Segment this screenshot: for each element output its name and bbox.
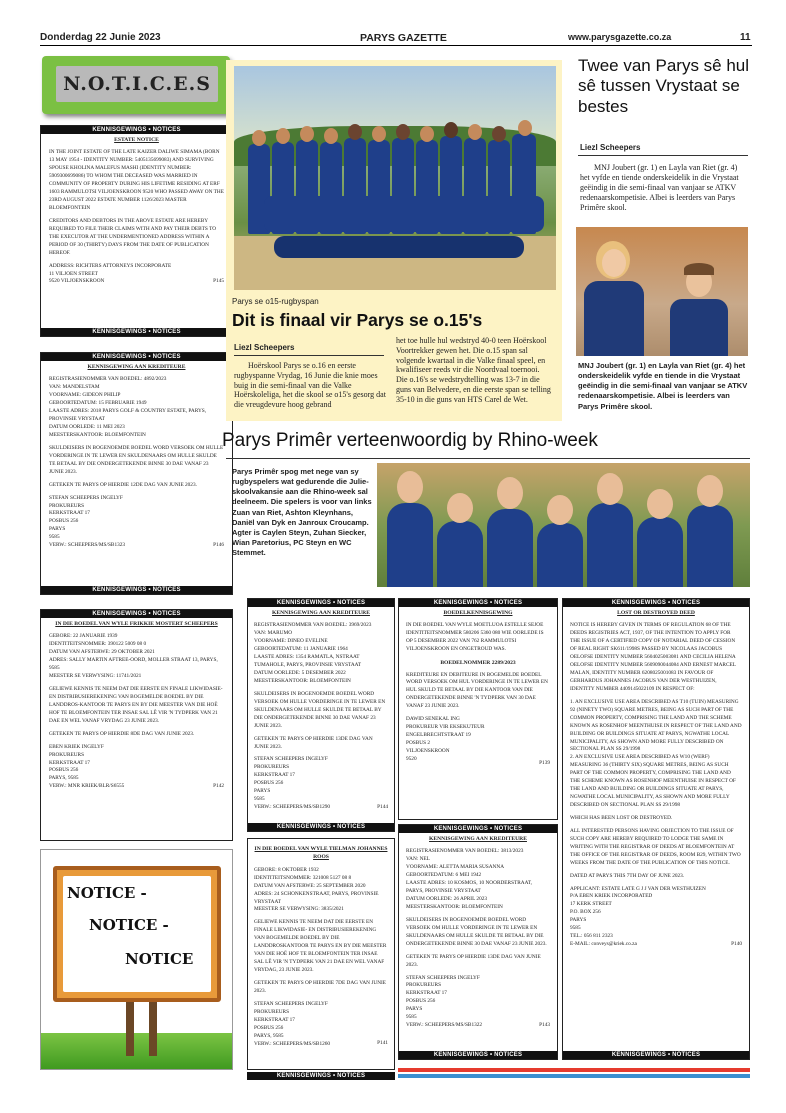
sign-line-2: NOTICE - <box>89 916 169 934</box>
creditors-notice-mandelstam <box>40 352 233 595</box>
notices-bar: KENNISGEWINGS • NOTICES <box>399 825 557 833</box>
notices-bar: KENNISGEWINGS • NOTICES <box>248 823 394 831</box>
rugby-story <box>226 60 562 421</box>
notice-address: EBEN KRIEK INGELYF PROKUREURS KERKSTRAAT 17 POSBUS 256 PARYS, 9585 VERW.: MNR KRIEK/BLR/S6555 <box>49 743 125 790</box>
notice-title: KENNISGEWING AAN KREDITEURE <box>429 836 527 842</box>
notice-paragraph: REGISTRASIENOMMER VAN BOEDEL: 3969/2023 VAN: MARUMO VOORNAME: DINEO EVELINE GEBOORTEDATUM: 11 JANUARIE 1964 LAASTE ADRES: 1354 RAMATLA, NSTRAAT TUMAHOLE, PARYS, PROVINSIE VRYSTAAT DATUM OORLEDE: 5 DESEMBER 2022 MEESTERSKANTOOR: BLOEMFONTEIN <box>254 622 372 684</box>
page-header <box>40 30 752 46</box>
notice-ref: P143 <box>539 1022 550 1029</box>
notice-paragraph: GETEKEN TE PARYS OP HIERDIE 8DE DAG VAN JUNIE 2023. <box>49 730 195 737</box>
notice-paragraph: IN DIE BOEDEL VAN WYLE MOETLUOA ESTELLE SEJOE IDENTITEITSNOMMER 580206 5360 080 WIE OORLEDE IS OP 5 DESEMBER 2022 VAN 762 RAMMULOTSI VILJOENSKROON EN ONGETROUD WAS. <box>406 622 544 653</box>
notices-bar: KENNISGEWINGS • NOTICES <box>248 599 394 607</box>
notices-bar: KENNISGEWINGS • NOTICES <box>41 126 232 134</box>
notices-logo-text: N.O.T.I.C.E.S <box>63 73 211 95</box>
notice-ref: P146 <box>213 542 224 549</box>
lost-deed-notice <box>562 598 750 1060</box>
rhino-caption: Parys Primêr spog met nege van sy rugbyspelers wat gedurende die Julie-skoolvakansie aan die Rhino-week sal deelneem. Die spelers is voor van links Zuan van Riet, Ashton Kleynhans, Daniël van Dyk en Janroux Croucamp. Agter is Caylen Steyn, Zuhan Siecker, Wian Paretorius, PC Steyn en WC Stemmet. <box>232 467 372 557</box>
notices-bar: KENNISGEWINGS • NOTICES <box>41 353 232 361</box>
notice-paragraph: NOTICE IS HEREBY GIVEN IN TERMS OF REGULATION 68 OF THE DEEDS REGISTRIES ACT, 1937, OF THE INTENTION TO APPLY FOR THE ISSUE OF A CERTIFIED COPY OF NOTARIAL DEED OF CESSION OF REAL RIGHT SK611/1998S PASSED BY NICOLAAS JACOBUS OELOFSE IDENTITY NUMBER 5604025003081 AND CECILIA HELENA OELOFSE IDENTITY NUMBER 5609090044084 AND ERNEST MARCEL MALAN, IDENTITY NUMBER 6208025001083 IN FAVOUR OF GERHARDUS JOHANNES JACOBUS VAN DER WESTHUIZEN, IDENTITY NUMBER 4409145022109 IN RESPECT OF: <box>570 622 736 692</box>
notice-paragraph: KREDITEURE EN DEBITEURE IN BOGEMELDE BOEDEL WORD VERSOEK OM HUL VORDERINGE IN TE LEWER EN HUL SKULD TE BETAAL BY DIE KANTOOR VAN DIE ONDERGETEKENDE BINNE 'N TYDPERK VAN 30 DAE VANAF 23 JUNIE 2023. <box>406 671 548 710</box>
notice-address: STEFAN SCHEEPERS INGELYF PROKUREURS KERKSTRAAT 17 POSBUS 256 PARYS, 9585 VERW.: SCHEEPERS/MS/SB1260 <box>254 1000 331 1047</box>
estate-notice-sejoe <box>398 598 558 820</box>
notice-paragraph: GETEKEN TE PARYS OP HIERDIE 13DE DAG VAN JUNIE 2023. <box>406 953 541 968</box>
notices-bar: KENNISGEWINGS • NOTICES <box>399 599 557 607</box>
paper-name: PARYS GAZETTE <box>360 32 447 44</box>
notice-address: STEFAN SCHEEPERS INGELYF PROKUREURS KERKSTRAAT 17 POSBUS 256 PARYS 9585 VERW.: SCHEEPERS/MS/SB1290 <box>254 756 331 811</box>
notice-title: BOEDELKENNISGEWING <box>443 610 513 616</box>
notice-title: KENNISGEWING AAN KREDITEURE <box>87 364 186 370</box>
notices-bar: KENNISGEWINGS • NOTICES <box>563 1051 749 1059</box>
rhino-headline: Parys Primêr verteenwoordig by Rhino-week <box>222 430 598 451</box>
rugby-headline: Dit is finaal vir Parys se o.15's <box>232 310 483 330</box>
website-url[interactable]: www.parysgazette.co.za <box>568 32 672 42</box>
notice-title: KENNISGEWING AAN KREDITEURE <box>272 610 370 616</box>
notice-paragraph: GETEKEN TE PARYS OP HIERDIE 12DE DAG VAN JUNIE 2023. <box>49 481 197 488</box>
estate-notice-roos <box>247 838 395 1070</box>
notice-paragraph: WHICH HAS BEEN LOST OR DESTROYED. <box>570 814 673 821</box>
sign-line-3: NOTICE <box>125 950 194 968</box>
header-rule <box>40 45 752 46</box>
estate-notice <box>40 125 233 337</box>
notices-bar: KENNISGEWINGS • NOTICES <box>41 328 232 336</box>
notice-paragraph: IN THE JOINT ESTATE OF THE LATE KAIZER DALIWE SIMAMA (BORN 13 MAY 1954 - IDENTITY NUMBER: 5405135699083) AND SURVIVING SPOUSE KHOLINA MALEFUS MASHI (IDENTITY NUMBER: 5909300699086) TO WHOM THE DECEASED WAS MARRIED IN COMMUNITY OF PROPERTY DURING HIS LIFETIME RESIDING AT ERF 1603 RAMMULOTSI VILJOENSKROON 9520 WHO PASSED AWAY ON THE 23RD AUGUST 2022 ESTATE NUMBER 1126/2023 MASTER BLOEMFONTEIN <box>49 149 224 211</box>
notice-sign <box>40 849 233 1070</box>
notices-logo <box>42 56 230 114</box>
twee-headline: Twee van Parys sê hul sê tussen Vrystaat se bestes <box>578 56 750 116</box>
estate-notice-scheepers <box>40 609 233 841</box>
notices-bar: KENNISGEWINGS • NOTICES <box>247 1072 395 1080</box>
notice-paragraph: REGISTRASIENOMMER VAN BOEDEL: 3813/2023 VAN: NEL VOORNAME: ALETTA MARIA SUSANNA GEBOORTEDATUM: 6 MEI 1942 LAASTE ADRES: 10 KOSMOS, 10 NOORDERSTRAAT, PARYS, PROVINSIE VRYSTAAT DATUM OORLEDE: 26 APRIL 2023 MEESTERSKANTOOR: BLOEMFONTEIN <box>406 848 533 910</box>
notice-address: STEFAN SCHEEPERS INGELYF PROKUREURS KERKSTRAAT 17 POSBUS 256 PARYS 9585 VERW.: SCHEEPERS/MS/SB1323 <box>49 494 126 549</box>
notice-ref: P139 <box>539 759 550 766</box>
estate-number: BOEDELNOMMER 2289/2023 <box>440 660 516 667</box>
notices-bar: KENNISGEWINGS • NOTICES <box>563 599 749 607</box>
notice-paragraph: SKULDEISERS IN BOGENOEMDE BOEDEL WORD VERSOEK OM HULLE VORDERINGE IN TE LEWER EN SKULDENAARS OM HULLE SKULDE TE BETAAL BY DIE ONDERGETEKENDE BINNE 30 DAE VANAF 23 JUNIE 2023. <box>406 916 547 947</box>
notice-paragraph: GELIEWE KENNIS TE NEEM DAT DIE EERSTE EN FINALE LIKWIDASIE- EN DISTRIBUSIEREKENING VAN BOGEMELDE BOEDEL BY DIE LANDDROS-KANTOOR TE PARYS EN BY DIE MEESTER VAN DIE HOË HOF TE BLOEMFONTEIN TER INSAE SAL LÊ VIR 'N TYDPERK VAN 21 DAE EN WEL VANAF VRYDAG 23 JUNIE 2023. <box>49 686 223 724</box>
notice-title: ESTATE NOTICE <box>114 137 159 143</box>
twee-caption: MNJ Joubert (gr. 1) en Layla van Riet (gr. 4) het onderskeidelik vyfde en tiende in die Vrystaat geëindig in die semi-finaal van vanjaar se ATKV redenaarskompetisie. Albei is leerders van Parys Primêre skool. <box>578 361 748 411</box>
notice-address: ADDRESS: RICHTERS ATTORNEYS INCORPORATE 11 VILJOEN STREET 9520 VILJOENSKROON <box>49 262 172 285</box>
notices-bar: KENNISGEWINGS • NOTICES <box>41 610 232 618</box>
notice-paragraph: 1. AN EXCLUSIVE USE AREA DESCRIBED AS T10 (TUIN) MEASURING 92 (NINETY TWO) SQUARE METRES, BEING AS SUCH PART OF THE COMMON PROPERTY, COMPRISING THE LAND AND THE SCHEME KNOWN AS ROSENHOF MEENTHUISE IN RESPECT OF THE LAND AND BUILDING OR BUILDINGS SITUATE AT PARYS, NGWATHE LOCAL MUNICIPALITY, AS SHOWN AND MORE FULLY DESCRIBED ON SECTIONAL PLAN SS 29/1998 2. AN EXCLUSIVE USE AREA DESCRIBED AS W10 (WERF) MEASURING 36 (THIRTY SIX) SQUARE METRES, BEING AS SUCH PART OF THE COMMON PROPERTY, COMPRISING THE LAND AND THE SCHEME KNOWN AS ROSENHOF MEENTHUISE IN RESPECT OF THE LAND AND BUILDING OR BUILDINGS SITUATE AT PARYS, NGWATHE LOCAL MUNICIPALITY, AS SHOWN AND MORE FULLY DESCRIBED ON SECTIONAL PLAN SS 29/1998 <box>570 698 742 809</box>
notice-address: APPLICANT: ESTATE LATE G J J VAN DER WESTHUIZEN P/A EBEN KRIEK INCORPORATED 17 KERK STREET P.O. BOX 256 PARYS 9585 TEL.: 056 811 2323 E-MAIL: conveys@kriek.co.za <box>570 885 706 948</box>
notice-ref: P141 <box>377 1040 388 1047</box>
page-number: 11 <box>740 32 751 43</box>
rugby-column-2: het toe hulle hul wedstryd 40-0 teen Hoërskool Voortrekker gewen het. Die o.15 span sal volgende kwartaal in die Valke finaal speel, en kwalifiseer reeds vir die Noordvaal toernooi. Die o.16's se wedstrydtelling was 13-7 in die guns van Belvedere, en die eerste span se telling 35-10 in die guns van HTS Carel de Wet. <box>396 336 551 404</box>
rugby-column-1: Hoërskool Parys se o.16 en eerste rugbyspanne Vrydag, 16 Junie die knie moes buig in die semi-finaal van die Valke Hoërskoleliga, het die skool se o15's gesorg dat die vreugdevure hoog gebrand <box>234 361 386 409</box>
notice-paragraph: GETEKEN TE PARYS OP HIERDIE 7DE DAG VAN JUNIE 2023. <box>254 979 387 994</box>
rugby-byline: Liezl Scheepers <box>234 343 295 352</box>
rhino-team-photo <box>377 463 750 587</box>
notice-paragraph: GELIEWE KENNIS TE NEEM DAT DIE EERSTE EN FINALE LIKWIDASIE- EN DISTRIBUSIEREKENING VAN BOGEMELDE BOEDEL BY DIE LANDDROSKANTOOR TE PARYS EN BY DIE MEESTER VAN DIE HOË HOF TE BLOEMFONTEIN TER INSAE SAL LÊ VIR 'N TYDPERK VAN 21 DAE EN WEL VANAF VRYDAG, 23 JUNIE 2023. <box>254 919 387 974</box>
notice-ref: P140 <box>731 941 742 948</box>
issue-date: Donderdag 22 Junie 2023 <box>40 32 161 43</box>
creditors-notice-nel <box>398 824 558 1060</box>
notice-paragraph: DATED AT PARYS THIS 7TH DAY OF JUNE 2023. <box>570 872 685 879</box>
twee-byline: Liezl Scheepers <box>580 143 641 152</box>
creditors-notice-marumo <box>247 598 395 832</box>
sign-line-1: NOTICE - <box>67 884 147 902</box>
notice-ref: P144 <box>377 804 388 811</box>
notice-title: LOST OR DESTROYED DEED <box>617 610 695 616</box>
notices-bar: KENNISGEWINGS • NOTICES <box>41 586 232 594</box>
notice-paragraph: CREDITORS AND DEBTORS IN THE ABOVE ESTATE ARE HEREBY REQUIRED TO FILE THEIR CLAIMS WITH AND PAY THEIR DEBTS TO THE EXECUTOR AT THE UNDERMENTIONED ADDRESS WITHIN A PERIOD OF 30 (THIRTY) DAYS FROM THE DATE OF PUBLICATION HEREOF. <box>49 217 217 256</box>
notice-title: IN DIE BOEDEL VAN WYLE FRIKKIE MOSTERT SCHEEPERS <box>55 621 218 627</box>
notice-address: STEFAN SCHEEPERS INGELYF PROKUREURS KERKSTRAAT 17 POSBUS 256 PARYS 9585 VERW.: SCHEEPERS/MS/SB1322 <box>406 974 483 1029</box>
notice-paragraph: GEBORE: 8 OKTOBER 1932 IDENTITEITSNOMMER: 321008 5127 08 8 DATUM VAN AFSTERWE: 25 SEPTEMBER 2020 ADRES: 24 SCHONKENSTRAAT, PARYS, PROVINSIE VRYSTAAT MEESTER SE VERWYSING: 3835/2021 <box>254 866 379 913</box>
twee-body: MNJ Joubert (gr. 1) en Layla van Riet (gr. 4) het vyfde en tiende onderskeidelik in die Vrystaat geëindig in die semi-finaal van vanjaar se ATKV redenaarskompetisie. Albei is leerders van Parys Primêre skool. <box>580 163 739 212</box>
notice-paragraph: SKULDEISERS IN BOGENOEMDE BOEDEL WORD VERSOEK OM HULLE VORDERINGE IN TE LEWER EN SKULDENAARS OM HULLE SKULDE TE BETAAL BY DIE ONDERGETEKENDE BINNE 30 DAE VANAF 23 JUNIE 2023. <box>49 444 224 475</box>
notice-ref: P145 <box>213 278 224 285</box>
twee-photo <box>576 227 748 356</box>
notice-paragraph: GEBORE: 22 JANUARIE 1939 IDENTITEITSNOMMER: 390122 5009 08 0 DATUM VAN AFSTERWE: 29 OKTOBER 2021 ADRES: SALLY MARTIN AFTREE-OORD, MOLLER STRAAT 13, PARYS, 9585 MEESTER SE VERWYSING: 11741/2021 <box>49 633 218 680</box>
notice-paragraph: REGISTRASIENOMMER VAN BOEDEL: 4892/2023 VAN: MANDELSTAM VOORNAME: GIDEON PHILIP GEBOORTEDATUM: 15 FEBRUARIE 1949 LAASTE ADRES: 2018 PARYS GOLF & COUNTRY ESTATE, PARYS, PROVINSIE VRYSTAAT DATUM OORLEDE: 11 MEI 2023 MEESTERSKANTOOR: BLOEMFONTEIN <box>49 376 207 438</box>
notice-address: DAWID SENEKAL ING PROKUREUR VIR EKSEKUTEUR ENGELBRECHTSTRAAT 19 POSBUS 2 VILJOENSKROON 9520 <box>406 716 485 762</box>
footer-stripe-red <box>398 1068 750 1072</box>
notice-paragraph: GETEKEN TE PARYS OP HIERDIE 13DE DAG VAN JUNIE 2023. <box>254 735 373 750</box>
rugby-kicker: Parys se o15-rugbyspan <box>232 297 319 306</box>
notice-title: IN DIE BOEDEL VAN WYLE TIELMAN JOHANNES ROOS <box>254 846 388 861</box>
rugby-team-photo <box>234 66 556 290</box>
notice-paragraph: ALL INTERESTED PERSONS HAVING OBJECTION TO THE ISSUE OF SUCH COPY ARE HEREBY REQUIRED TO LODGE THE SAME IN WRITING WITH THE REGISTRAR OF DEEDS AT BLOEMFONTEIN AT THE OFFICE OF THE REGISTRAR OF DEEDS, ROOM B29, WITHIN TWO WEEKS FROM THE DATE OF THE PUBLICATION OF THIS NOTICE. <box>570 827 741 866</box>
notice-ref: P142 <box>213 783 224 790</box>
notice-paragraph: SKULDEISERS IN BOGENOEMDE BOEDEL WORD VERSOEK OM HULLE VORDERINGE IN TE LEWER EN SKULDENAARS OM HULLE SKULDE TE BETAAL BY DIE ONDERGETEKENDE BINNE 30 DAE VANAF 23 JUNIE 2023. <box>254 690 386 729</box>
notices-bar: KENNISGEWINGS • NOTICES <box>399 1051 557 1059</box>
footer-stripe-blue <box>398 1074 750 1078</box>
